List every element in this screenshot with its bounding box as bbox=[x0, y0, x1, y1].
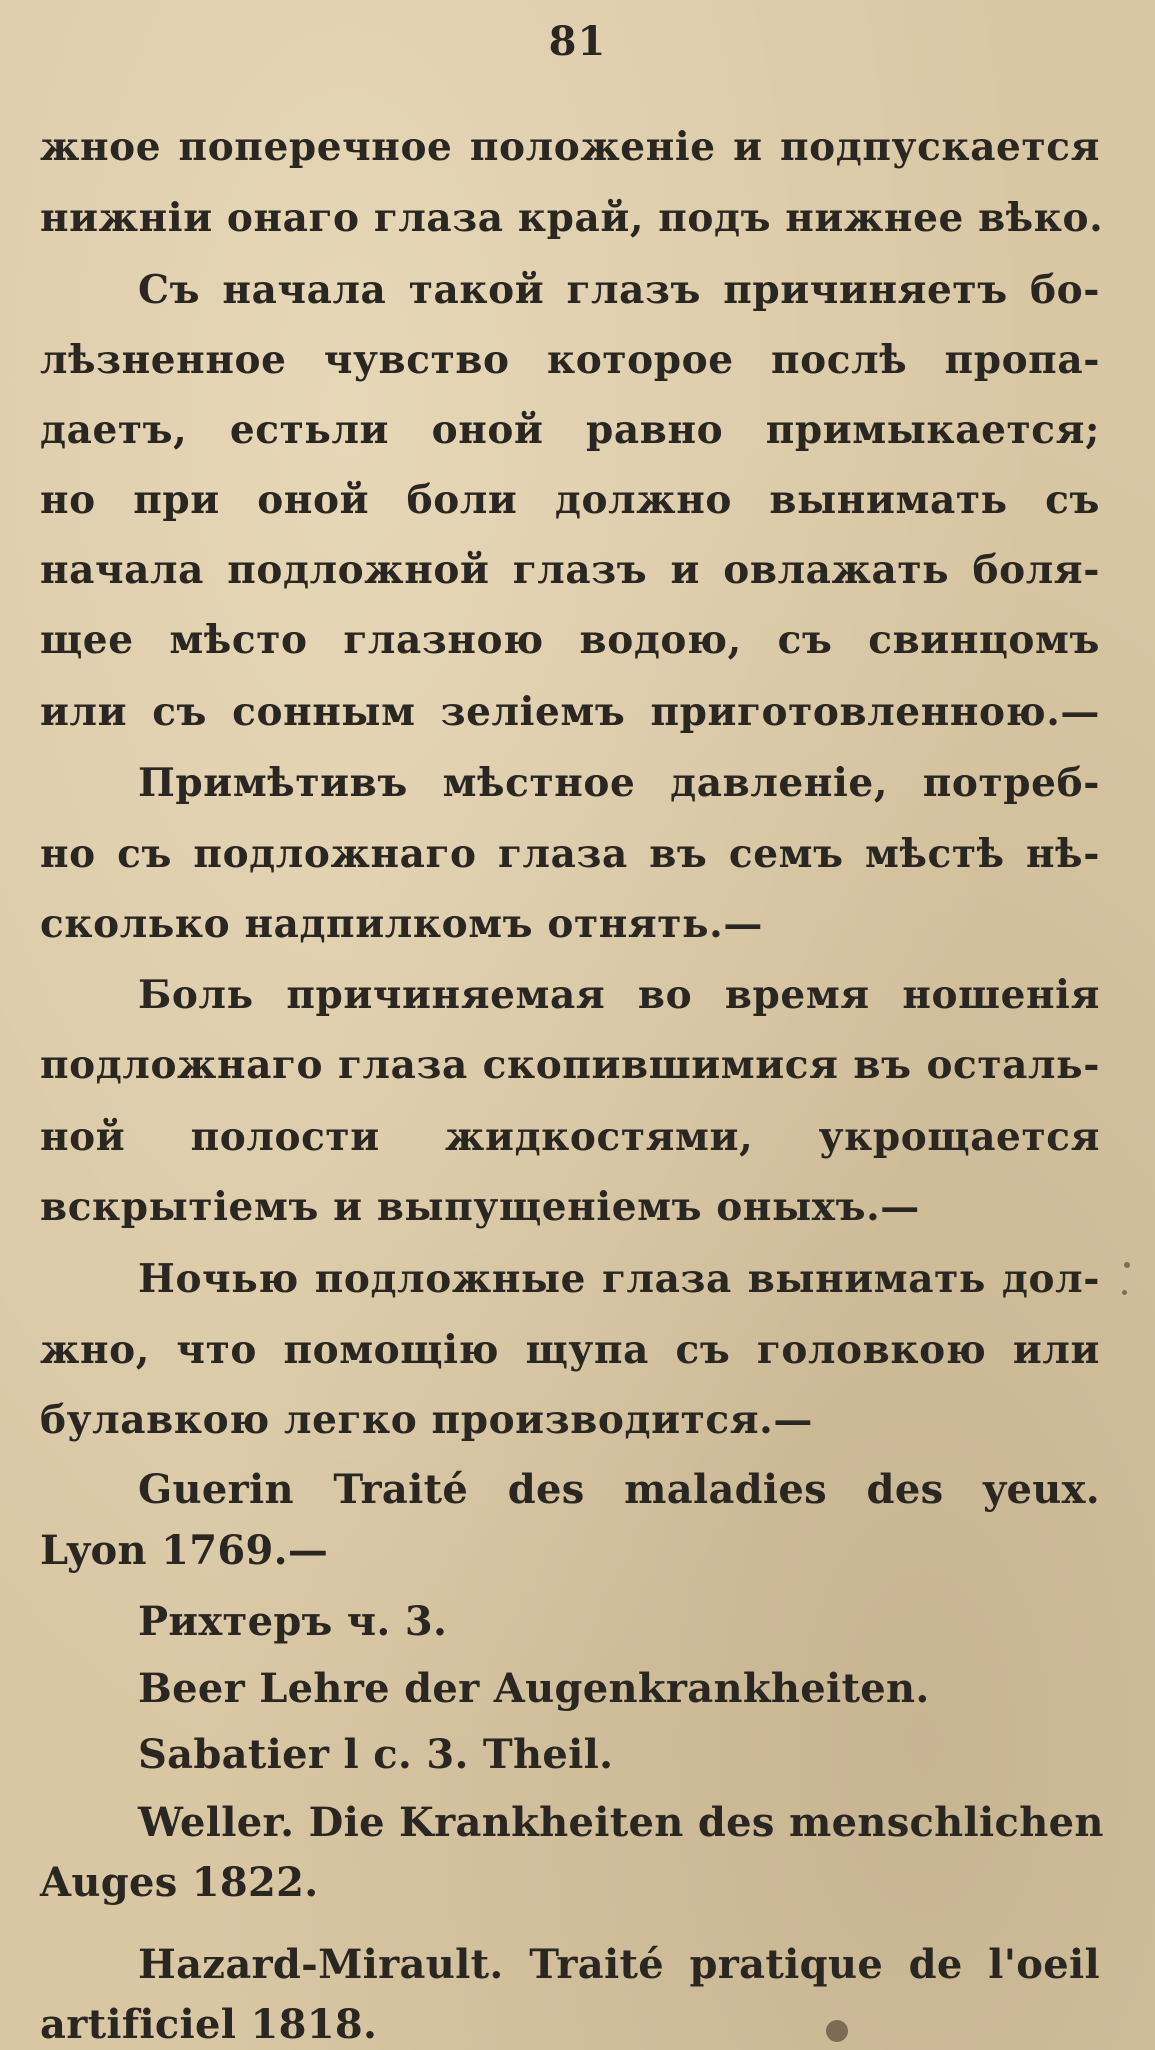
text-line: Боль причиняемая во время ношенiя bbox=[138, 972, 1100, 1018]
reference-line: Weller. Die Krankheiten des menschlichen bbox=[138, 1799, 1104, 1846]
text-line: но при оной боли должно вынимать съ bbox=[40, 477, 1100, 523]
text-line: Съ начала такой глазъ причиняетъ бо- bbox=[138, 267, 1100, 313]
text-line: вскрытiемъ и выпущенiемъ оныхъ.— bbox=[40, 1184, 920, 1230]
paper-spot bbox=[1122, 1290, 1127, 1295]
reference-line: Hazard-Mirault. Traité pratique de l'oeil bbox=[138, 1941, 1100, 1988]
reference-line: Guerin Traité des maladies des yeux. bbox=[138, 1466, 1100, 1513]
page-number: 81 bbox=[548, 18, 607, 65]
reference-line: Auges 1822. bbox=[40, 1859, 319, 1906]
text-line: Примѣтивъ мѣстное давленiе, потреб- bbox=[138, 760, 1100, 806]
reference-line: Beer Lehre der Augenkrankheiten. bbox=[138, 1665, 930, 1712]
text-line: ной полости жидкостями, укрощается bbox=[40, 1114, 1100, 1160]
paper-spot bbox=[1124, 1262, 1130, 1268]
text-line: или съ сонным зелiемъ приготовленною.— bbox=[40, 689, 1100, 735]
text-line: сколько надпилкомъ отнять.— bbox=[40, 901, 763, 947]
reference-line: artificiel 1818. bbox=[40, 2001, 378, 2048]
text-line: булавкою легко производится.— bbox=[40, 1397, 813, 1443]
text-line: но съ подложнаго глаза въ семъ мѣстѣ нѣ- bbox=[40, 831, 1100, 877]
reference-line: Sabatier l c. 3. Theil. bbox=[138, 1731, 614, 1778]
reference-line: Lyon 1769.— bbox=[40, 1527, 329, 1574]
text-line: подложнаго глаза скопившимися въ осталь- bbox=[40, 1042, 1100, 1088]
text-line: жно, что помощiю щупа съ головкою или bbox=[40, 1327, 1100, 1373]
paper-spot bbox=[826, 2020, 848, 2042]
text-line: начала подложной глазъ и овлажать боля- bbox=[40, 547, 1100, 593]
reference-line: Рихтеръ ч. 3. bbox=[138, 1598, 448, 1645]
text-line: жное поперечное положенiе и подпускается bbox=[40, 124, 1100, 170]
text-line: даетъ, естьли оной равно примыкается; bbox=[40, 407, 1100, 453]
text-line: щее мѣсто глазною водою, съ свинцомъ bbox=[40, 617, 1100, 663]
text-line: Ночью подложные глаза вынимать дол- bbox=[138, 1256, 1100, 1302]
text-line: нижнiи онаго глаза край, подъ нижнее вѣко. bbox=[40, 195, 1104, 241]
text-line: лѣзненное чувство которое послѣ пропа- bbox=[40, 337, 1100, 383]
